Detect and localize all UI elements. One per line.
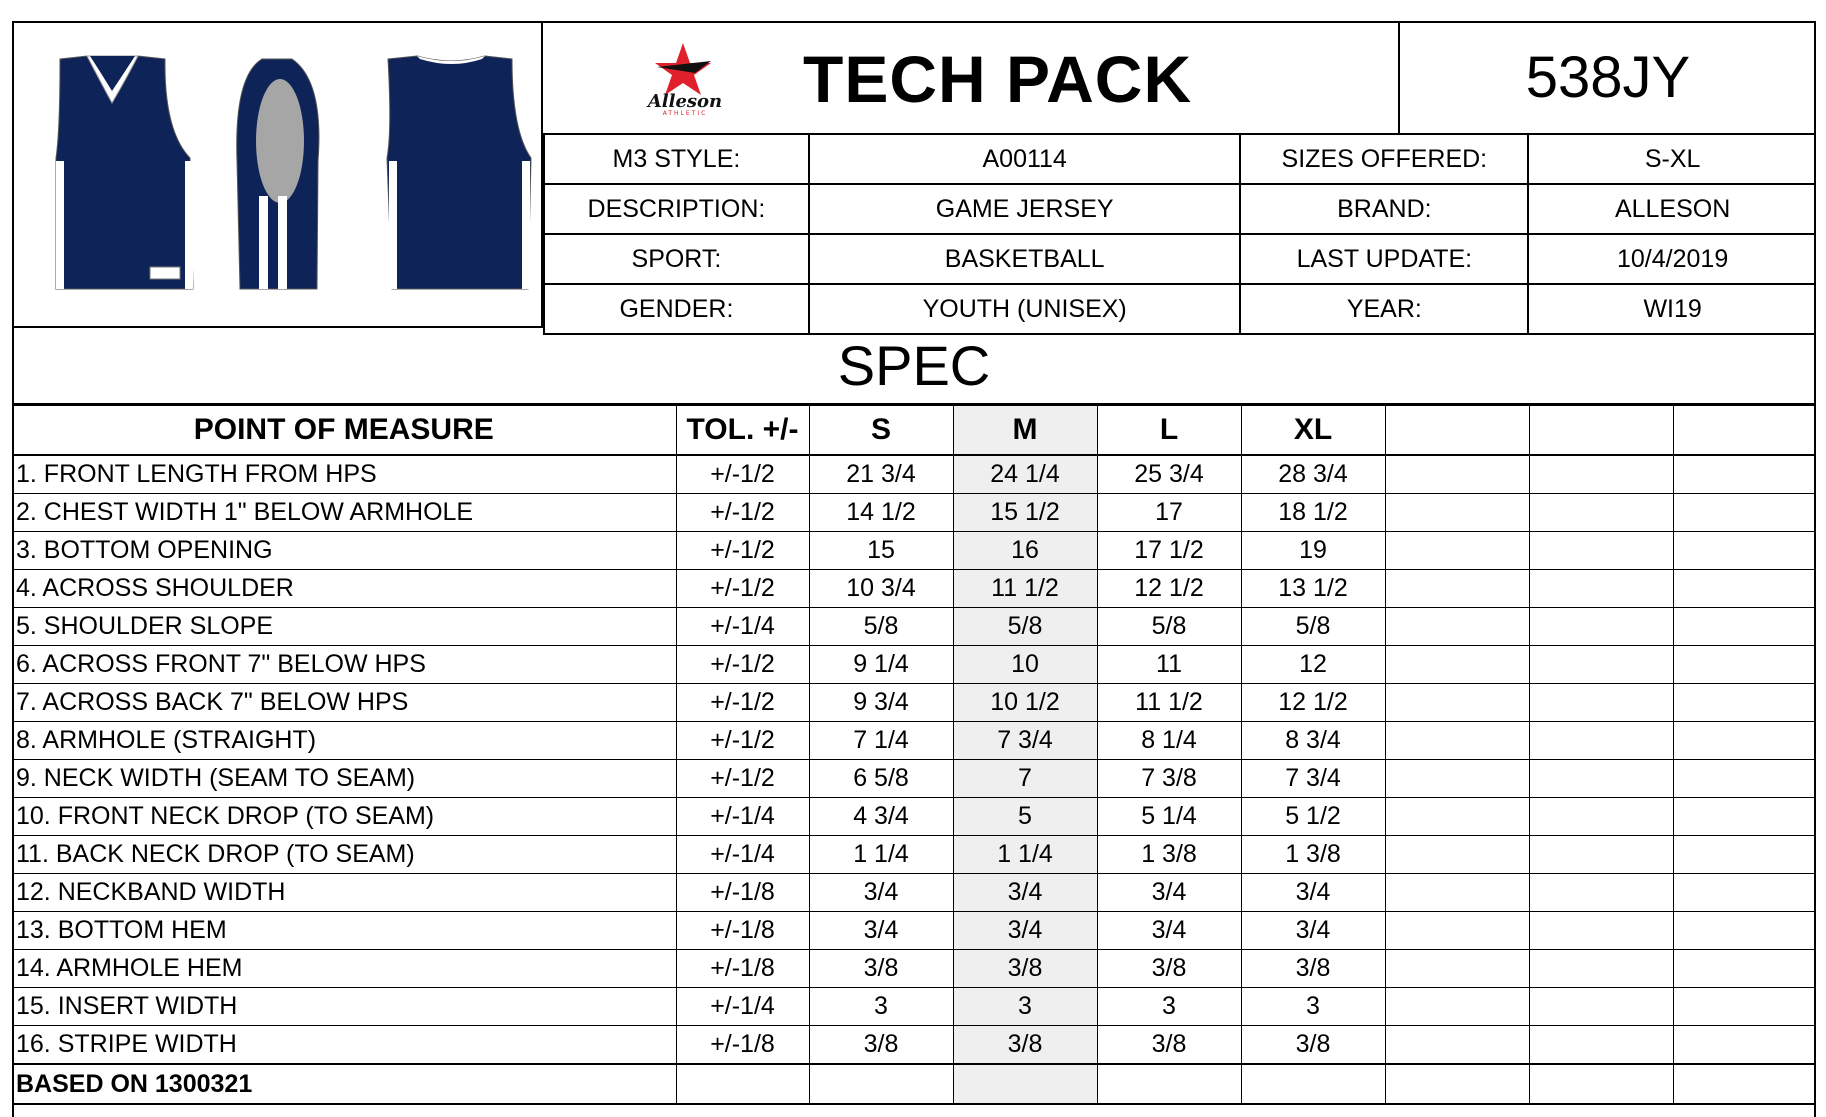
column-header: [1385, 406, 1529, 456]
info-value: A00114: [809, 135, 1241, 184]
tolerance-cell: +/-1/4: [676, 798, 809, 836]
table-row: [12, 608, 1816, 646]
size-value-cell: [1673, 646, 1816, 684]
size-value-cell: 3/4: [1097, 874, 1241, 912]
table-row: [12, 1026, 1816, 1065]
size-value-cell: [1529, 912, 1673, 950]
svg-text:Alleson: Alleson: [647, 91, 723, 112]
table-row: [12, 532, 1816, 570]
tolerance-cell: +/-1/8: [676, 912, 809, 950]
size-value-cell: [1529, 760, 1673, 798]
size-value-cell: [1673, 722, 1816, 760]
size-value-cell: [1529, 836, 1673, 874]
empty-cell: [953, 1064, 1097, 1104]
size-value-cell: 24 1/4: [953, 455, 1097, 494]
size-value-cell: 10: [953, 646, 1097, 684]
size-value-cell: 13 1/2: [1241, 570, 1385, 608]
point-of-measure-cell: 3. BOTTOM OPENING: [12, 532, 676, 570]
size-value-cell: 3/4: [1097, 912, 1241, 950]
header: [12, 21, 1816, 328]
svg-text:ATHLETIC: ATHLETIC: [662, 110, 708, 117]
column-header: S: [809, 406, 953, 456]
size-value-cell: [1673, 798, 1816, 836]
size-value-cell: 7: [953, 760, 1097, 798]
point-of-measure-cell: 5. SHOULDER SLOPE: [12, 608, 676, 646]
size-value-cell: [1529, 874, 1673, 912]
size-value-cell: [1529, 798, 1673, 836]
point-of-measure-cell: 11. BACK NECK DROP (TO SEAM): [12, 836, 676, 874]
size-value-cell: [1673, 532, 1816, 570]
size-value-cell: 10 3/4: [809, 570, 953, 608]
size-value-cell: 3/8: [809, 1026, 953, 1065]
size-value-cell: 3: [953, 988, 1097, 1026]
size-value-cell: 11 1/2: [1097, 684, 1241, 722]
tolerance-cell: +/-1/8: [676, 874, 809, 912]
size-value-cell: 17: [1097, 494, 1241, 532]
point-of-measure-cell: 2. CHEST WIDTH 1" BELOW ARMHOLE: [12, 494, 676, 532]
size-value-cell: 4 3/4: [809, 798, 953, 836]
size-value-cell: 3/8: [953, 1026, 1097, 1065]
info-label: GENDER:: [544, 284, 809, 334]
table-row: [12, 874, 1816, 912]
column-header: M: [953, 406, 1097, 456]
point-of-measure-cell: 1. FRONT LENGTH FROM HPS: [12, 455, 676, 494]
spec-title: SPEC: [12, 328, 1816, 405]
column-header: TOL. +/-: [676, 406, 809, 456]
tolerance-cell: +/-1/2: [676, 760, 809, 798]
column-header: XL: [1241, 406, 1385, 456]
tech-pack-title: TECH PACK: [803, 42, 1193, 116]
size-value-cell: [1385, 608, 1529, 646]
column-header: [1529, 406, 1673, 456]
size-value-cell: [1673, 608, 1816, 646]
tolerance-cell: +/-1/4: [676, 836, 809, 874]
size-value-cell: [1385, 950, 1529, 988]
size-value-cell: 7 3/8: [1097, 760, 1241, 798]
tolerance-cell: +/-1/2: [676, 722, 809, 760]
size-value-cell: 3: [1097, 988, 1241, 1026]
size-value-cell: 12 1/2: [1097, 570, 1241, 608]
size-value-cell: [1529, 646, 1673, 684]
size-value-cell: 14 1/2: [809, 494, 953, 532]
size-value-cell: 11: [1097, 646, 1241, 684]
size-value-cell: 19: [1241, 532, 1385, 570]
size-value-cell: 3/4: [953, 874, 1097, 912]
tolerance-cell: +/-1/2: [676, 532, 809, 570]
table-row: [12, 950, 1816, 988]
size-value-cell: [1673, 950, 1816, 988]
table-row: [12, 646, 1816, 684]
table-row: [12, 798, 1816, 836]
size-value-cell: 9 3/4: [809, 684, 953, 722]
table-row: [12, 494, 1816, 532]
size-value-cell: [1673, 988, 1816, 1026]
size-value-cell: [1673, 684, 1816, 722]
info-label: YEAR:: [1240, 284, 1528, 334]
size-value-cell: 7 1/4: [809, 722, 953, 760]
size-value-cell: 16: [953, 532, 1097, 570]
garment-images: [12, 21, 543, 328]
tolerance-cell: +/-1/2: [676, 646, 809, 684]
size-value-cell: 18 1/2: [1241, 494, 1385, 532]
size-value-cell: 3/8: [1097, 1026, 1241, 1065]
info-value: WI19: [1528, 284, 1816, 334]
info-row: [544, 234, 1816, 284]
size-value-cell: 5/8: [953, 608, 1097, 646]
info-label: M3 STYLE:: [544, 135, 809, 184]
size-value-cell: 6 5/8: [809, 760, 953, 798]
info-label: BRAND:: [1240, 184, 1528, 234]
size-value-cell: 1 1/4: [809, 836, 953, 874]
size-value-cell: 5 1/2: [1241, 798, 1385, 836]
size-value-cell: [1529, 532, 1673, 570]
tolerance-cell: +/-1/2: [676, 570, 809, 608]
empty-cell: [1529, 1064, 1673, 1104]
info-row: [544, 284, 1816, 334]
size-value-cell: [1385, 1026, 1529, 1065]
based-on-note: BASED ON 1300321: [12, 1064, 676, 1104]
info-label: SIZES OFFERED:: [1240, 135, 1528, 184]
size-value-cell: [1673, 912, 1816, 950]
empty-cell: [676, 1064, 809, 1104]
size-value-cell: [1529, 455, 1673, 494]
size-value-cell: 8 1/4: [1097, 722, 1241, 760]
tolerance-cell: +/-1/2: [676, 684, 809, 722]
size-value-cell: 12: [1241, 646, 1385, 684]
size-value-cell: [1529, 950, 1673, 988]
point-of-measure-cell: 14. ARMHOLE HEM: [12, 950, 676, 988]
size-value-cell: [1385, 646, 1529, 684]
size-value-cell: 3/8: [953, 950, 1097, 988]
column-header: [1673, 406, 1816, 456]
size-value-cell: 5/8: [809, 608, 953, 646]
size-value-cell: [1385, 455, 1529, 494]
table-row: [12, 570, 1816, 608]
tolerance-cell: +/-1/2: [676, 494, 809, 532]
point-of-measure-cell: 10. FRONT NECK DROP (TO SEAM): [12, 798, 676, 836]
empty-cell: [1097, 1064, 1241, 1104]
size-value-cell: [1385, 874, 1529, 912]
style-number: 538JY: [1398, 21, 1816, 135]
size-value-cell: 7 3/4: [1241, 760, 1385, 798]
size-value-cell: 1 1/4: [953, 836, 1097, 874]
table-row: [12, 455, 1816, 494]
tolerance-cell: +/-1/8: [676, 1026, 809, 1065]
size-value-cell: 3/8: [1241, 950, 1385, 988]
size-value-cell: 3/8: [1241, 1026, 1385, 1065]
size-value-cell: [1673, 494, 1816, 532]
info-value: 10/4/2019: [1528, 234, 1816, 284]
size-value-cell: [1673, 760, 1816, 798]
empty-cell: [1673, 1064, 1816, 1104]
alleson-logo: [637, 41, 733, 117]
tolerance-cell: +/-1/2: [676, 455, 809, 494]
point-of-measure-cell: 6. ACROSS FRONT 7" BELOW HPS: [12, 646, 676, 684]
size-value-cell: 17 1/2: [1097, 532, 1241, 570]
point-of-measure-cell: 4. ACROSS SHOULDER: [12, 570, 676, 608]
size-value-cell: 3/4: [809, 874, 953, 912]
size-value-cell: [1385, 798, 1529, 836]
info-label: SPORT:: [544, 234, 809, 284]
size-value-cell: [1385, 684, 1529, 722]
size-value-cell: 1 3/8: [1097, 836, 1241, 874]
size-value-cell: 3/4: [953, 912, 1097, 950]
table-row: [12, 836, 1816, 874]
size-value-cell: 5 1/4: [1097, 798, 1241, 836]
size-value-cell: 3: [1241, 988, 1385, 1026]
size-value-cell: 5/8: [1241, 608, 1385, 646]
jersey-side-image: [237, 59, 319, 289]
point-of-measure-cell: 7. ACROSS BACK 7" BELOW HPS: [12, 684, 676, 722]
info-value: ALLESON: [1528, 184, 1816, 234]
title-cell: [543, 21, 1398, 135]
jersey-back-image: [387, 56, 531, 289]
info-value: YOUTH (UNISEX): [809, 284, 1241, 334]
size-value-cell: 3/4: [1241, 912, 1385, 950]
column-header: L: [1097, 406, 1241, 456]
jersey-front-image: [56, 56, 193, 289]
info-value: BASKETBALL: [809, 234, 1241, 284]
size-value-cell: [1673, 455, 1816, 494]
size-value-cell: 21 3/4: [809, 455, 953, 494]
size-value-cell: 3/4: [809, 912, 953, 950]
size-value-cell: 3/4: [1241, 874, 1385, 912]
point-of-measure-cell: 16. STRIPE WIDTH: [12, 1026, 676, 1065]
info-value: S-XL: [1528, 135, 1816, 184]
tolerance-cell: +/-1/8: [676, 950, 809, 988]
size-value-cell: [1385, 494, 1529, 532]
size-value-cell: [1529, 494, 1673, 532]
info-row: [544, 184, 1816, 234]
size-value-cell: [1529, 988, 1673, 1026]
size-value-cell: 28 3/4: [1241, 455, 1385, 494]
tolerance-cell: +/-1/4: [676, 988, 809, 1026]
info-row: [544, 135, 1816, 184]
size-value-cell: [1529, 570, 1673, 608]
table-header-row: [12, 406, 1816, 456]
size-value-cell: 12 1/2: [1241, 684, 1385, 722]
size-value-cell: 11 1/2: [953, 570, 1097, 608]
table-row: [12, 722, 1816, 760]
size-value-cell: [1673, 570, 1816, 608]
table-row: [12, 684, 1816, 722]
size-value-cell: 5: [953, 798, 1097, 836]
size-value-cell: [1385, 760, 1529, 798]
size-value-cell: [1529, 608, 1673, 646]
size-value-cell: 9 1/4: [809, 646, 953, 684]
size-value-cell: 25 3/4: [1097, 455, 1241, 494]
size-value-cell: 1 3/8: [1241, 836, 1385, 874]
point-of-measure-cell: 13. BOTTOM HEM: [12, 912, 676, 950]
size-value-cell: 7 3/4: [953, 722, 1097, 760]
size-value-cell: 8 3/4: [1241, 722, 1385, 760]
size-value-cell: [1529, 684, 1673, 722]
size-value-cell: [1529, 722, 1673, 760]
measurement-table: [12, 405, 1816, 1105]
tolerance-cell: +/-1/4: [676, 608, 809, 646]
size-value-cell: [1385, 912, 1529, 950]
table-footer-row: [12, 1064, 1816, 1104]
size-value-cell: 5/8: [1097, 608, 1241, 646]
info-table: [543, 135, 1816, 335]
size-value-cell: 3: [809, 988, 953, 1026]
column-header: POINT OF MEASURE: [12, 406, 676, 456]
size-value-cell: 15 1/2: [953, 494, 1097, 532]
size-value-cell: 3/8: [1097, 950, 1241, 988]
size-value-cell: [1673, 874, 1816, 912]
size-value-cell: [1385, 836, 1529, 874]
jersey-illustrations: [12, 21, 543, 328]
size-value-cell: [1673, 1026, 1816, 1065]
info-label: DESCRIPTION:: [544, 184, 809, 234]
empty-cell: [1385, 1064, 1529, 1104]
table-row: [12, 988, 1816, 1026]
size-value-cell: [1385, 532, 1529, 570]
info-value: GAME JERSEY: [809, 184, 1241, 234]
size-value-cell: [1385, 988, 1529, 1026]
size-value-cell: [1385, 722, 1529, 760]
empty-cell: [809, 1064, 953, 1104]
size-value-cell: [1673, 836, 1816, 874]
size-value-cell: 15: [809, 532, 953, 570]
size-value-cell: 3/8: [809, 950, 953, 988]
point-of-measure-cell: 12. NECKBAND WIDTH: [12, 874, 676, 912]
size-value-cell: [1385, 570, 1529, 608]
table-row: [12, 912, 1816, 950]
point-of-measure-cell: 8. ARMHOLE (STRAIGHT): [12, 722, 676, 760]
table-row: [12, 760, 1816, 798]
info-label: LAST UPDATE:: [1240, 234, 1528, 284]
point-of-measure-cell: 15. INSERT WIDTH: [12, 988, 676, 1026]
empty-cell: [1241, 1064, 1385, 1104]
size-value-cell: [1529, 1026, 1673, 1065]
point-of-measure-cell: 9. NECK WIDTH (SEAM TO SEAM): [12, 760, 676, 798]
size-value-cell: 10 1/2: [953, 684, 1097, 722]
